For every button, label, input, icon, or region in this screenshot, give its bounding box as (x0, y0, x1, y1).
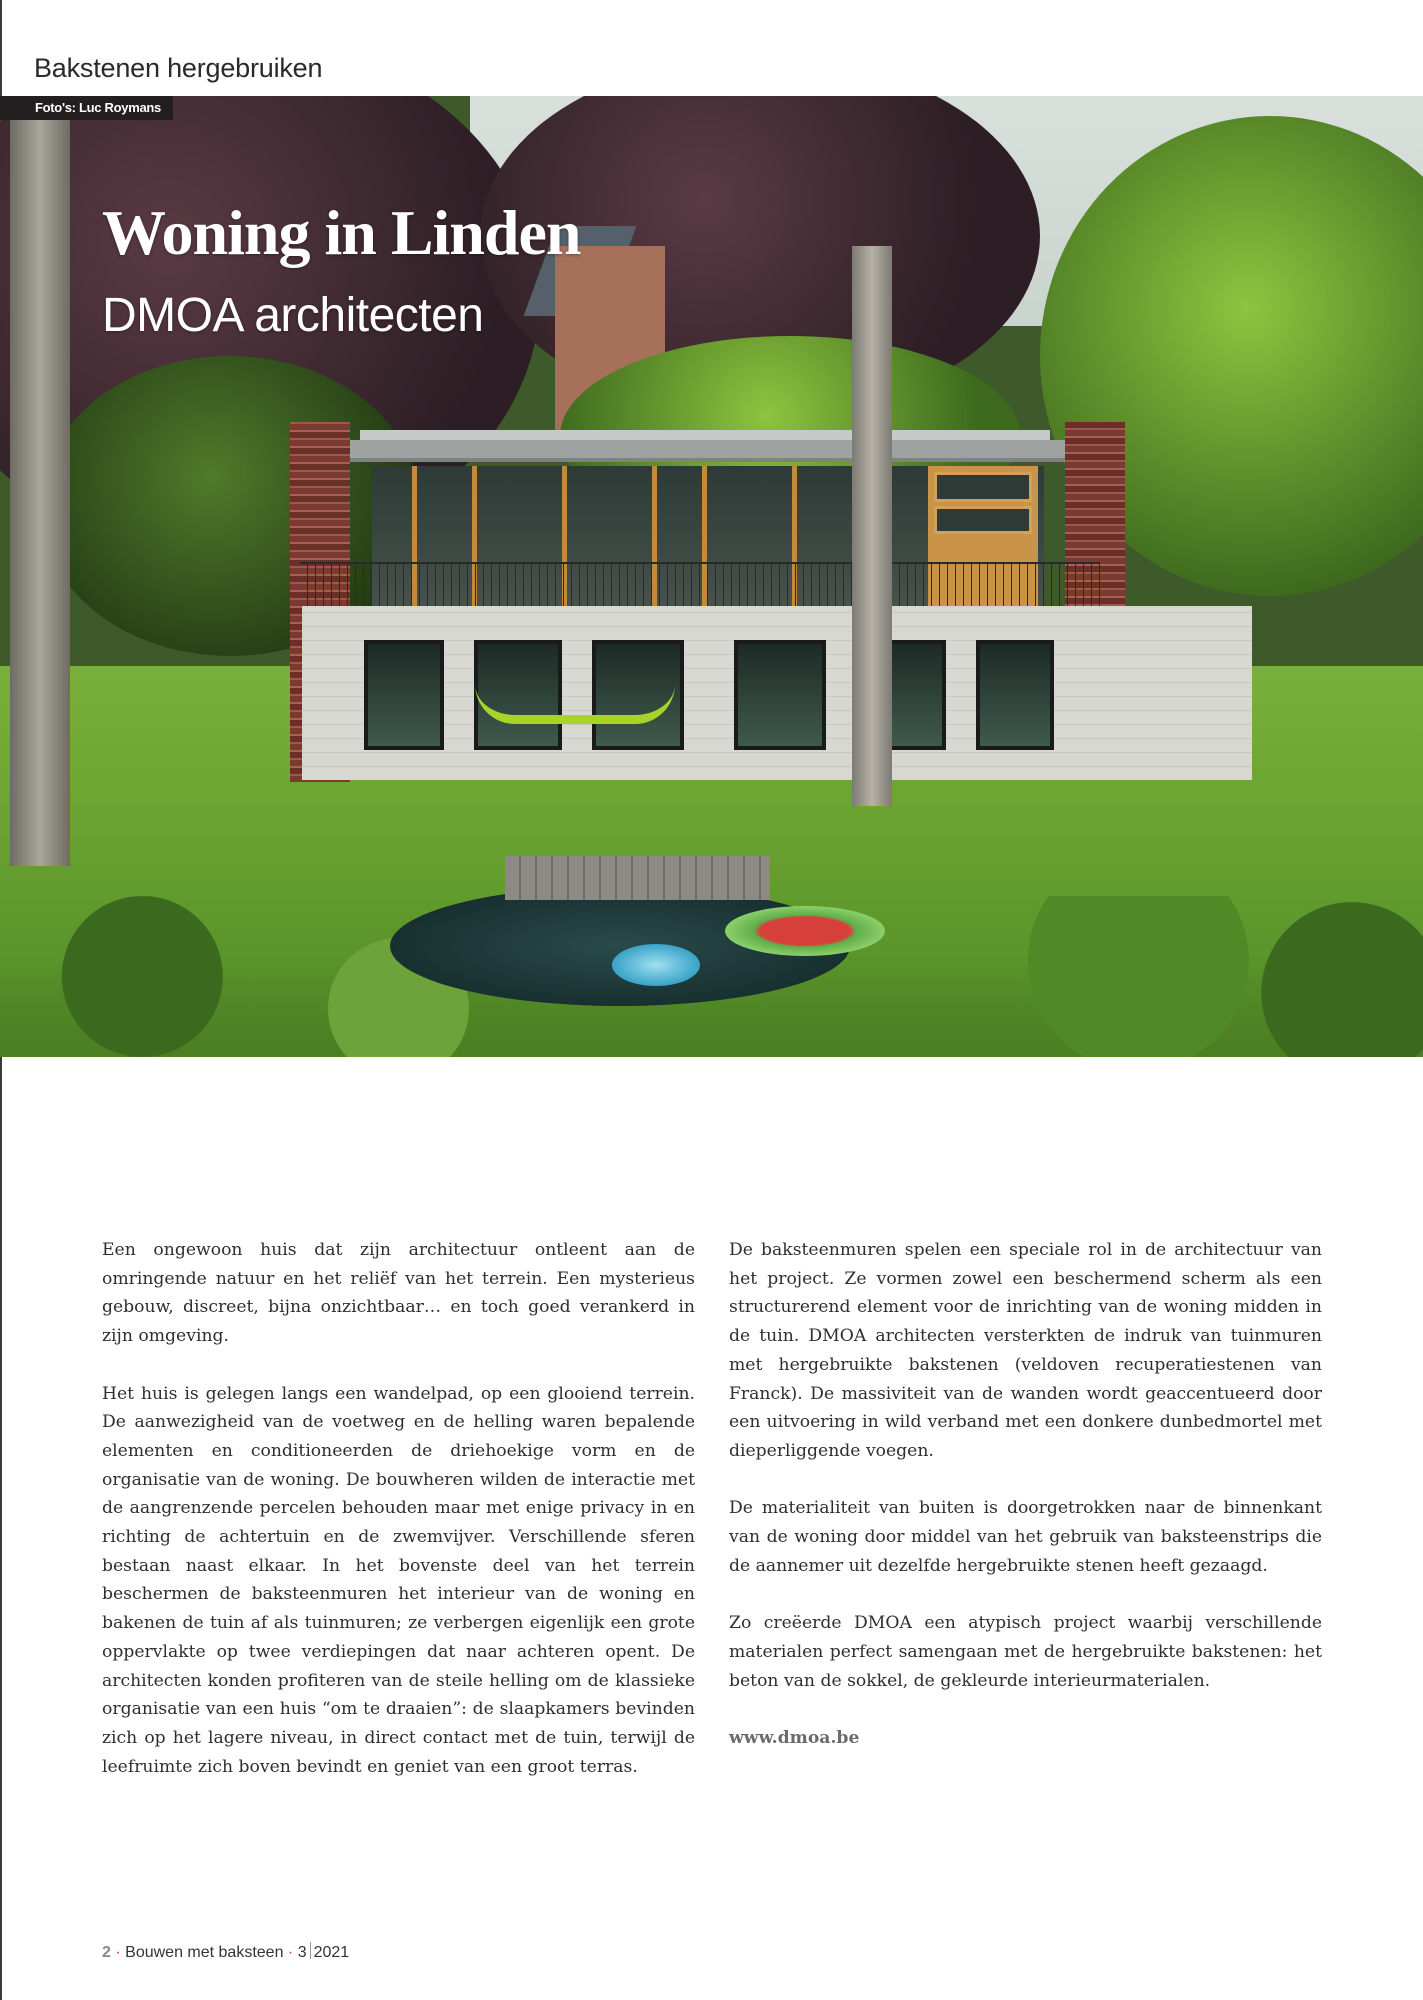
body-paragraph: Het huis is gelegen langs een wandelpad, op een glooiend terrein. De aanwezigheid van de voetweg en de helling waren bepalende elementen en conditioneerden de driehoekige vorm en de organisatie van de woning. De bouwheren wilden de interactie met de aangrenzende percelen behouden maar met enige privacy in en richting de achtertuin en de zwemvijver. Verschillende sferen bestaan naast elkaar. In het bovenste deel van het terrein beschermen de baksteenmuren het interieur van de woning en bakenen de tuin af als tuinmuren; ze verbergen eigenlijk een grote oppervlakte op twee verdiepingen dat naar achteren opent. De architecten konden profiteren van de steile helling om de klassieke organisatie van een huis “om te draaien”: de slaapkamers bevinden zich op het lagere niveau, in direct contact met de tuin, terwijl de leefruimte zich boven bevindt en geniet van een groot terras. (102, 1383, 695, 1777)
issue-divider (310, 1942, 311, 1959)
website-link[interactable]: www.dmoa.be (729, 1727, 860, 1748)
magazine-name: Bouwen met baksteen (125, 1944, 284, 1961)
photo-wooden-deck (505, 856, 770, 900)
intro-paragraph: Een ongewoon huis dat zijn architectuur ontleent aan de omringende natuur en het reliëf van het terrein. Een mysterieus gebouw, discreet, bijna onzichtbaar… en toch goed verankerd in zijn omgeving. (102, 1240, 695, 1347)
body-paragraph: De materialiteit van buiten is doorgetrokken naar de binnenkant van de woning door middel van het gebruik van baksteenstrips die de aannemer uit dezelfde hergebruikte stenen heeft gezaagd. (729, 1498, 1322, 1576)
section-title: Bakstenen hergebruiken (34, 53, 323, 83)
article-title: Woning in Linden (102, 197, 581, 268)
photo-blue-float (612, 944, 700, 986)
page-number: 2 (102, 1944, 111, 1961)
body-paragraph: Zo creëerde DMOA een atypisch project waarbij verschillende materialen perfect samengaan met de hergebruikte bakstenen: het beton van de sokkel, de gekleurde interieurmaterialen. (729, 1613, 1322, 1691)
photo-hammock (475, 684, 675, 724)
photo-terrace-railing (300, 562, 1100, 606)
issue-year: 2021 (313, 1944, 350, 1961)
issue-number: 3 (297, 1944, 307, 1961)
photo-credit: Foto's: Luc Roymans (0, 96, 173, 120)
body-paragraph: De baksteenmuren spelen een speciale rol in de architectuur van het project. Ze vormen zowel een beschermend scherm als een structurerend element voor de inrichting van de woning midden in de tuin. DMOA architecten versterkten de indruk van tuinmuren met hergebruikte bakstenen (veldoven recuperatiestenen van Franck). De massiviteit van de wanden wordt geaccentueerd door een uitvoering in wild verband met een donkere dunbedmortel met dieperliggende voegen. (729, 1240, 1322, 1461)
photo-birch-trunk (10, 96, 70, 866)
photo-kitchen-window-lower (934, 506, 1032, 534)
separator-dot: · (115, 1944, 121, 1961)
photo-tree-trunk (852, 246, 892, 806)
separator-dot: · (287, 1944, 294, 1961)
photo-roof-slab (348, 440, 1068, 462)
photo-concrete-plinth (302, 606, 1252, 780)
text-column-right (729, 1236, 1322, 1781)
photo-kitchen-window (934, 472, 1032, 502)
page-footer (102, 1942, 349, 1962)
article-subtitle: DMOA architecten (102, 289, 484, 342)
text-column-left (102, 1236, 695, 1810)
photo-watermelon-float (725, 906, 885, 956)
